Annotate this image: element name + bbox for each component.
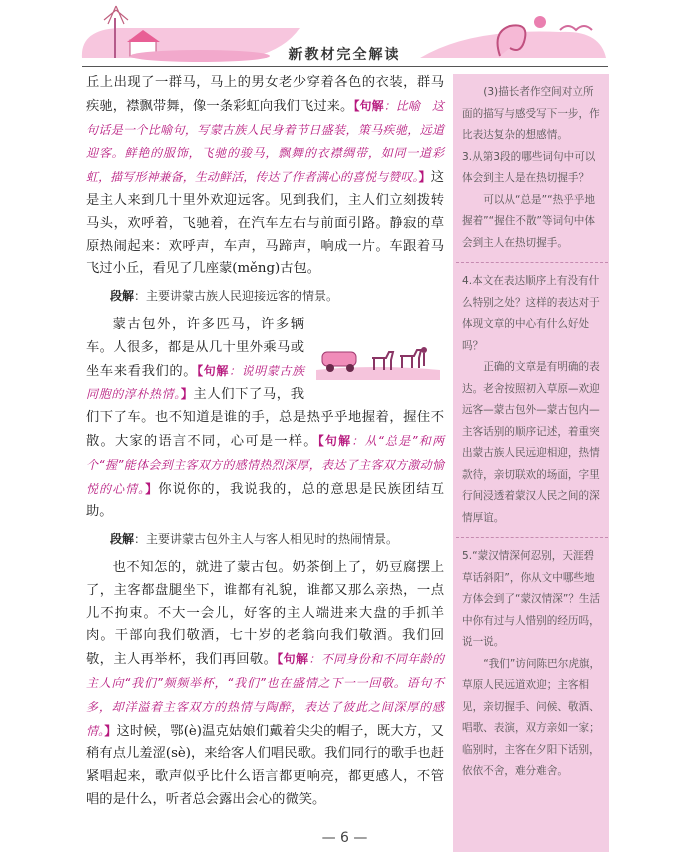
answer-4: 正确的文章是有明确的表达。老舍按照初入草原—欢迎远客—蒙古包外—蒙古包内—主客话别的顺序记述，着重突出蒙古族人民远迎相迎，热情款待，亲切联欢的场面，字里行间浸透着蒙汉人民之间的深情厚谊。	[462, 361, 600, 524]
sun-icon	[534, 16, 546, 28]
annotation: 【句解：说明蒙古族同胞的淳朴热情。】	[86, 363, 304, 402]
header-title: 新教材完全解读	[288, 47, 401, 63]
answer-3: 可以从“总是”“热乎乎地握着”“握住不散”等词句中体会到主人在热切握手。	[462, 193, 595, 249]
segment-summary: 段解：主要讲蒙古族人民迎接远客的情景。	[110, 289, 339, 304]
paragraph-2: 蒙古包外，许多匹马，许多辆车。人很多，都是从几十里外乘马或坐车来看我们的。【句解：说明蒙古族同胞的淳朴热情。】主人们下了马，我们下了车。也不知道是谁的手，总是热乎乎地握着，握住不散。大家的语言不同，心可是一样。【句解：从“总是”和两个“握”能体会到主客双方的感情热烈深厚，表达了主客双方激动愉悦的心情。】你说你的，我说我的，总的意思是民族团结互助。	[86, 316, 444, 520]
header-rule	[82, 66, 608, 67]
question-5: 5.“蒙汉情深何忍别，天涯碧草话斜阳”，你从文中哪些地方体会到了“蒙汉情深”？生活中你有过与人惜别的经历吗，说一说。	[462, 550, 601, 648]
divider	[456, 262, 608, 263]
main-column	[86, 72, 444, 812]
segment-summary: 段解：主要讲蒙古包外主人与客人相见时的热闹情景。	[110, 532, 399, 547]
annotation: 【句解：比喻 这句话是一个比喻句，写蒙古族人民身着节日盛装，策马疾驰，远道迎客。鲜艳的服饰，飞驰的骏马，飘舞的衣襟绸带，如同一道彩虹，描写形神兼备，生动鲜活，传达了作者满心的喜悦与赞叹。】	[86, 98, 444, 185]
page-number: — 6 —	[321, 830, 368, 846]
sidebar-note: (3)描长者作空间对立所面的描写与感受写下一步，作比表达复杂的想感情。	[462, 86, 600, 141]
annotation: 【句解：不同身份和不同年龄的主人向“我们”频频举杯，“我们”也在盛情之下一一回敬。语句不多，却洋溢着主客双方的热情与陶醉，表达了彼此之间深厚的感情。】	[86, 652, 444, 738]
question-3: 3.从第3段的哪些词句中可以体会到主人是在热切握手？	[462, 150, 596, 184]
sidebar	[453, 74, 609, 852]
page-header	[0, 0, 689, 70]
divider	[456, 537, 608, 538]
paragraph-1: 丘上出现了一群马，马上的男女老少穿着各色的衣装，群马疾驰，襟飘带舞，像一条彩虹向我们飞过来。【句解：比喻 这句话是一个比喻句，写蒙古族人民身着节日盛装，策马疾驰，远道迎客。鲜艳的服饰，飞驰的骏马，飘舞的衣襟绸带，如同一道彩虹，描写形神兼备，生动鲜活，传达了作者满心的喜悦与赞叹。】这是主人来到几十里外欢迎远客。见到我们，主人们立刻拨转马头，欢呼着，飞驰着，在汽车左右与前面引路。静寂的草原热闹起来：欢呼声，车声，马蹄声，响成一片。车跟着马飞过小丘，看见了几座蒙(měng)古包。	[86, 75, 444, 277]
paragraph-3: 也不知怎的，就进了蒙古包。奶茶倒上了，奶豆腐摆上了，主客都盘腿坐下，谁都有礼貌，谁都又那么亲热，一点儿不拘束。不大一会儿，好客的主人端进来大盘的手抓羊肉。干部向我们敬酒，七十岁的老翁向我们敬酒。我们回敬，主人再举杯，我们再回敬。【句解：不同身份和不同年龄的主人向“我们”频频举杯，“我们”也在盛情之下一一回敬。语句不多，却洋溢着主客双方的热情与陶醉，表达了彼此之间深厚的感情。】这时候，鄂(è)温克姑娘们戴着尖尖的帽子，既大方，又稍有点儿羞涩(sè)，来给客人们唱民歌。我们同行的歌手也赶紧唱起来，歌声似乎比什么语言都更响亮，都更感人，不管唱的是什么，听者总会露出会心的微笑。	[86, 559, 444, 807]
answer-5: “我们”访问陈巴尔虎旗，草原人民远道欢迎；主客相见，亲切握手、问候、敬酒、唱歌、表演，双方亲如一家；临别时，主客在夕阳下话别，依依不舍，难分难舍。	[462, 657, 601, 777]
annotation: 【句解：从“总是”和两个“握”能体会到主客双方的感情热烈深厚，表达了主客双方激动愉悦的心情。】	[86, 433, 444, 496]
question-4: 4.本文在表达顺序上有没有什么特别之处？这样的表达对于体现文章的中心有什么好处吗？	[462, 275, 600, 352]
bird-icon	[560, 26, 592, 30]
grassland-illustration	[312, 320, 444, 382]
